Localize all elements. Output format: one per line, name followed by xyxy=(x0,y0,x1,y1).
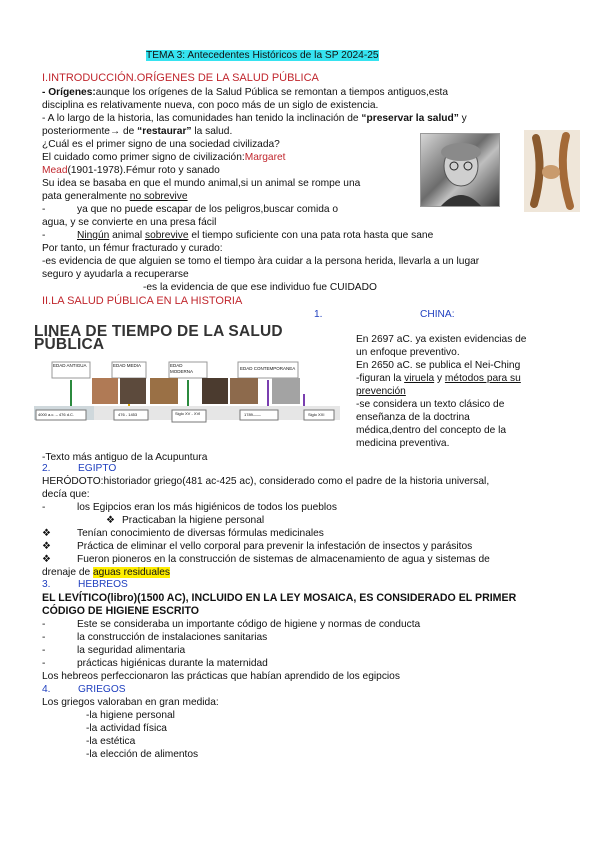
date-label-4: Siglo XXI xyxy=(308,412,325,417)
china-l6: -se considera un texto clásico de xyxy=(356,399,505,410)
origenes-line2: disciplina es relativamente nueva, con poco más de un siglo de existencia. xyxy=(42,100,379,111)
timeline-graphic xyxy=(32,324,342,452)
preservar-end: y xyxy=(458,113,467,124)
femur-photo xyxy=(524,130,580,212)
mead-rest: (1901-1978).Fémur roto y sanado xyxy=(67,165,220,176)
china-l9: medicina preventiva. xyxy=(356,438,450,449)
dash2-mid: animal xyxy=(109,230,145,241)
evid-line3: -es la evidencia de que ese individuo fue CUIDADO xyxy=(143,282,377,293)
restaurar-bold: “restaurar” xyxy=(137,126,192,137)
levitico-line1: EL LEVÍTICO(libro)(1500 AC), INCLUIDO EN LA LEY MOSAICA, ES CONSIDERADO EL PRIMER xyxy=(42,592,517,604)
egipto-item-5: Fueron pioneros en la construcción de sistemas de almacenamiento de agua y sistemas de xyxy=(77,554,490,565)
diamond-bullet-1: ❖ xyxy=(106,515,116,526)
metodos-underlined: métodos para su xyxy=(444,373,521,384)
origenes-text: aunque los orígenes de la Salud Pública se remontan a tiempos antiguos,esta xyxy=(95,87,449,98)
egipto-item-3: Tenían conocimiento de diversas fórmulas medicinales xyxy=(77,528,324,539)
timeline-title: LINEA DE TIEMPO DE LA SALUD PÙBLICA xyxy=(34,323,283,353)
dash2-line xyxy=(77,230,433,243)
date-label-1: 476 - 1453 xyxy=(118,412,138,417)
idea-line1: Su idea se basaba en que el mundo animal,si un animal se rompe una xyxy=(42,178,361,189)
dash1-bullet: - xyxy=(42,204,46,215)
drenaje-text: drenaje de xyxy=(42,567,93,578)
hebreos-conclusion: Los hebreos perfeccionaron las prácticas que habían aprendido de los egipcios xyxy=(42,671,400,682)
evid-line2: seguro y ayudarla a recuperarse xyxy=(42,269,189,280)
griegos-heading: GRIEGOS xyxy=(78,684,126,695)
egipto-item-6 xyxy=(42,567,170,580)
diamond-bullet-2: ❖ xyxy=(42,528,52,539)
portanto-line: Por tanto, un fémur fracturado y curado: xyxy=(42,243,223,254)
egipto-item-1: los Egipcios eran los más higiénicos de todos los pueblos xyxy=(77,502,337,513)
idea-line2 xyxy=(42,191,188,204)
hebreos-dash-3: - xyxy=(42,645,46,656)
sobrevive-underlined: sobrevive xyxy=(144,230,189,241)
diamond-bullet-4: ❖ xyxy=(42,554,52,565)
origenes-line xyxy=(42,87,448,100)
restaurar-end: la salud. xyxy=(191,126,233,137)
prevencion-underlined: prevención xyxy=(356,386,406,397)
hebreos-heading: HEBREOS xyxy=(78,579,128,590)
evid-line1: -es evidencia de que alguien se tomo el tiempo àra cuidar a la persona herida, llevarla a un lugar xyxy=(42,256,480,267)
idea2-underlined: no sobrevive xyxy=(129,191,188,202)
china-l3: En 2650 aC. se publica el Nei-Ching xyxy=(356,360,521,371)
section2-heading: II.LA SALUD PÚBLICA EN LA HISTORIA xyxy=(42,295,243,307)
cuidado-text: El cuidado como primer signo de civilización: xyxy=(42,152,245,163)
mead-name: Mead xyxy=(42,165,68,176)
egipto-item-2: Practicaban la higiene personal xyxy=(122,515,265,526)
china-l8: médica,dentro del concepto de la xyxy=(356,425,507,436)
hebreos-item-2: la construcción de instalaciones sanitarias xyxy=(77,632,268,643)
section1-heading: I.INTRODUCCIÓN.ORÍGENES DE LA SALUD PÚBLICA xyxy=(42,72,319,84)
title-text: TEMA 3: Antecedentes Históricos de la SP 2024-25 xyxy=(146,50,379,61)
griegos-item-1: -la higiene personal xyxy=(86,710,175,721)
aguas-highlight: aguas residuales xyxy=(92,567,171,578)
restaurar-start: posteriormente→ de xyxy=(42,126,138,137)
hebreos-dash-1: - xyxy=(42,619,46,630)
herodoto-line2: decía que: xyxy=(42,489,90,500)
era-label-1: EDAD MEDIA xyxy=(113,363,142,368)
mead-line xyxy=(42,165,220,178)
china-l1: En 2697 aC. ya existen evidencias de xyxy=(356,334,527,345)
griegos-item-4: -la elección de alimentos xyxy=(86,749,199,760)
era-label-3: EDAD CONTEMPORANEA xyxy=(240,366,296,371)
idea2-start: pata generalmente xyxy=(42,191,130,202)
herodoto-line1: HERÓDOTO:historiador griego(481 ac-425 ac), considerado como el padre de la historia universal, xyxy=(42,476,490,487)
ningun-underlined: Ningún xyxy=(77,230,110,241)
china-l4-start: -figuran la xyxy=(356,373,405,384)
hebreos-number: 3. xyxy=(42,579,51,590)
dash1-text: ya que no puede escapar de los peligros,buscar comida o xyxy=(77,204,339,215)
viruela-underlined: viruela xyxy=(404,373,435,384)
timeline-infographic xyxy=(32,324,342,452)
hebreos-item-3: la seguridad alimentaria xyxy=(77,645,186,656)
date-label-2: Siglo XV - XVI xyxy=(175,411,201,416)
portrait-icon xyxy=(421,134,499,206)
date-label-3: 1789—— xyxy=(244,412,261,417)
bone-icon xyxy=(524,130,580,212)
hebreos-item-4: prácticas higiénicas durante la maternidad xyxy=(77,658,268,669)
era-label-0: EDAD ANTIGUA xyxy=(53,363,87,368)
hebreos-dash-4: - xyxy=(42,658,46,669)
era-label-2: EDAD MODERNA xyxy=(170,363,194,374)
egipto-item-4: Práctica de eliminar el vello corporal para prevenir la infestación de insectos y parásitos xyxy=(77,541,473,552)
egipto-dash: - xyxy=(42,502,46,513)
griegos-number: 4. xyxy=(42,684,51,695)
dash2-end: el tiempo suficiente con una pata rota hasta que sane xyxy=(188,230,434,241)
restaurar-line xyxy=(42,126,232,139)
dash1-text2: agua, y se convierte en una presa fácil xyxy=(42,217,217,228)
preservar-line xyxy=(42,113,467,126)
china-l7: enseñanza de la doctrina xyxy=(356,412,470,423)
origenes-label: - Orígenes: xyxy=(42,87,96,98)
preservar-bold: “preservar la salud” xyxy=(361,113,459,124)
question-line: ¿Cuál es el primer signo de una sociedad civilizada? xyxy=(42,139,280,150)
china-heading: CHINA: xyxy=(420,309,455,320)
cuidado-line xyxy=(42,152,285,165)
china-l4-mid: y xyxy=(434,373,445,384)
date-label-0: 4000 a.c. – 476 d.C. xyxy=(38,412,75,417)
egipto-number: 2. xyxy=(42,463,51,474)
griegos-intro: Los griegos valoraban en gran medida: xyxy=(42,697,219,708)
dash2-bullet: - xyxy=(42,230,46,241)
hebreos-item-1: Este se consideraba un importante código de higiene y normas de conducta xyxy=(77,619,421,630)
egipto-heading: EGIPTO xyxy=(78,463,117,474)
griegos-item-3: -la estética xyxy=(86,736,136,747)
margaret-mead-photo xyxy=(420,133,500,207)
diamond-bullet-3: ❖ xyxy=(42,541,52,552)
china-l2: un enfoque preventivo. xyxy=(356,347,460,358)
acupuntura-line: -Texto más antiguo de la Acupuntura xyxy=(42,452,208,463)
china-number: 1. xyxy=(314,309,323,320)
griegos-item-2: -la actividad física xyxy=(86,723,167,734)
preservar-text: - A lo largo de la historia, las comunidades han tenido la inclinación de xyxy=(42,113,362,124)
margaret-name: Margaret xyxy=(244,152,286,163)
china-l4 xyxy=(356,373,521,386)
levitico-line2: CÓDIGO DE HIGIENE ESCRITO xyxy=(42,605,199,617)
document-title xyxy=(146,50,379,63)
hebreos-dash-2: - xyxy=(42,632,46,643)
